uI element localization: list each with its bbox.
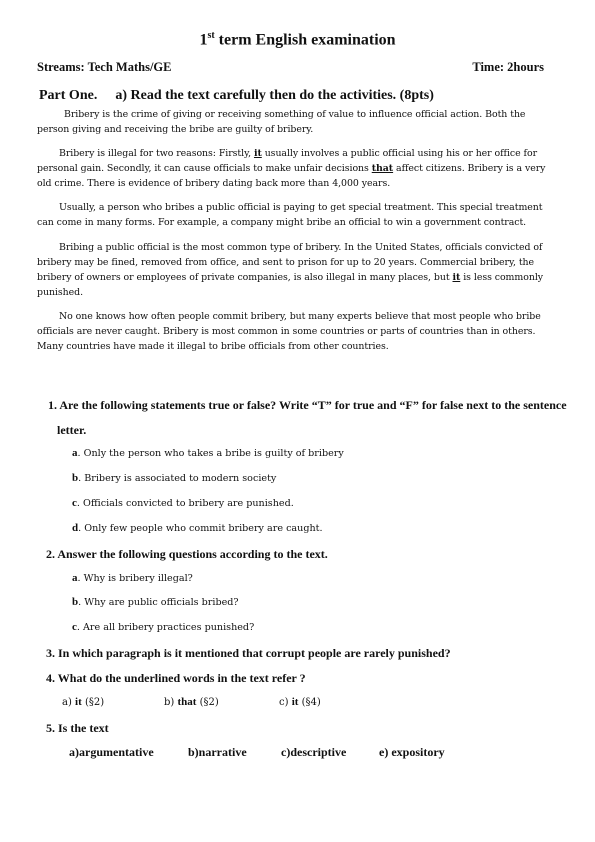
time-label: Time: 2hours bbox=[472, 60, 544, 74]
title-number: 1 bbox=[199, 31, 208, 49]
q2-letter-c: c bbox=[72, 621, 77, 633]
q1-letter-a: a bbox=[72, 447, 78, 459]
q4-paragraph-a: (§2) bbox=[81, 697, 105, 708]
q4-ref-a bbox=[62, 696, 104, 708]
q1-statement-a bbox=[72, 447, 344, 459]
underlined-word-that-p2: that bbox=[371, 163, 394, 174]
question-1-continued: letter. bbox=[57, 423, 87, 437]
q2-text-a: . Why is bribery illegal? bbox=[77, 573, 193, 584]
paragraph-4-part-a: Bribing a public official is the most common type of bribery. In the United States, officials convicted of bribery may be fined, removed from office, and sent to prison for up to 20 years. Commercial bribery, the bribery of owners or employees of private companies, is also illegal in many places, but bbox=[37, 242, 543, 283]
paragraph-1: Bribery is the crime of giving or receiving something of value to influence official action. Both the person giving and receiving the bribe are guilty of bribery. bbox=[37, 109, 526, 135]
q1-letter-c: c bbox=[72, 497, 77, 509]
q4-paragraph-c: (§4) bbox=[298, 697, 321, 708]
paragraph-4 bbox=[37, 240, 557, 300]
exam-title bbox=[0, 30, 595, 49]
q4-prefix-a: a) bbox=[62, 697, 76, 708]
paragraph-2-part-a: Bribery is illegal for two reasons: Firstly, bbox=[59, 148, 254, 159]
q4-prefix-b: b) bbox=[164, 697, 178, 708]
q1-statement-c bbox=[72, 497, 294, 509]
part-one-instruction: a) Read the text carefully then do the activities. (8pts) bbox=[115, 88, 434, 103]
paragraph-4-part-b: is less commonly punished. bbox=[37, 272, 544, 298]
question-2: 2. Answer the following questions according to the text. bbox=[46, 547, 328, 561]
streams-label: Streams: Tech Maths/GE bbox=[37, 60, 172, 74]
q2-letter-a: a bbox=[72, 572, 78, 584]
paragraph-5: No one knows how often people commit bribery, but many experts believe that most people who bribe officials are never caught. Bribery is most common in some countries or parts of countries than in others. Many countries have made it illegal to bribe officials from other countries. bbox=[37, 311, 541, 352]
q4-ref-b bbox=[164, 696, 219, 708]
q2-question-b bbox=[72, 596, 239, 608]
part-one-label: Part One. bbox=[39, 88, 98, 103]
q4-word-c: it bbox=[291, 696, 299, 708]
q1-letter-d: d bbox=[72, 522, 79, 534]
q1-statement-d bbox=[72, 522, 323, 534]
q1-text-b: . Bribery is associated to modern society bbox=[78, 473, 277, 484]
underlined-word-it-p2: it bbox=[253, 148, 262, 159]
q4-ref-c bbox=[279, 696, 321, 708]
q1-text-d: . Only few people who commit bribery are caught. bbox=[78, 523, 323, 534]
q5-option-a: a)argumentative bbox=[69, 745, 154, 759]
paragraph-2-part-c: affect citizens. Bribery is a very old crime. There is evidence of bribery dating back more than 4,000 years. bbox=[37, 163, 546, 189]
q4-paragraph-b: (§2) bbox=[196, 697, 219, 708]
paragraph-2-part-b: usually involves a public official using his or her office for personal gain. Secondly, it can cause officials to make unfair decisions bbox=[37, 148, 537, 174]
q2-text-b: . Why are public officials bribed? bbox=[78, 597, 239, 608]
paragraph-2 bbox=[37, 146, 557, 191]
question-3: 3. In which paragraph is it mentioned that corrupt people are rarely punished? bbox=[46, 646, 451, 660]
paragraph-3: Usually, a person who bribes a public official is paying to get special treatment. This special treatment can come in many forms. For example, a company might bribe an official to win a government contract. bbox=[37, 202, 543, 228]
q4-prefix-c: c) bbox=[279, 697, 292, 708]
q1-statement-b bbox=[72, 472, 276, 484]
part-one-heading bbox=[39, 88, 434, 104]
title-ordinal: st bbox=[207, 30, 215, 41]
q5-option-b: b)narrative bbox=[188, 745, 247, 759]
q5-option-e: e) expository bbox=[379, 745, 445, 759]
q4-word-a: it bbox=[75, 696, 82, 708]
q5-option-c: c)descriptive bbox=[281, 745, 347, 759]
q4-word-b: that bbox=[177, 696, 197, 708]
q1-text-c: . Officials convicted to bribery are punished. bbox=[76, 498, 294, 509]
question-5: 5. Is the text bbox=[46, 721, 109, 735]
q1-text-a: . Only the person who takes a bribe is guilty of bribery bbox=[77, 448, 344, 459]
q1-letter-b: b bbox=[72, 472, 79, 484]
q2-question-a bbox=[72, 572, 193, 584]
q2-question-c bbox=[72, 621, 254, 633]
question-1: 1. Are the following statements true or false? Write “T” for true and “F” for false next to the sentence bbox=[48, 398, 567, 412]
question-4: 4. What do the underlined words in the text refer ? bbox=[46, 671, 306, 685]
title-text: term English examination bbox=[214, 31, 396, 49]
q2-text-c: . Are all bribery practices punished? bbox=[76, 622, 255, 633]
q2-letter-b: b bbox=[72, 596, 79, 608]
underlined-word-it-p4: it bbox=[452, 272, 461, 283]
